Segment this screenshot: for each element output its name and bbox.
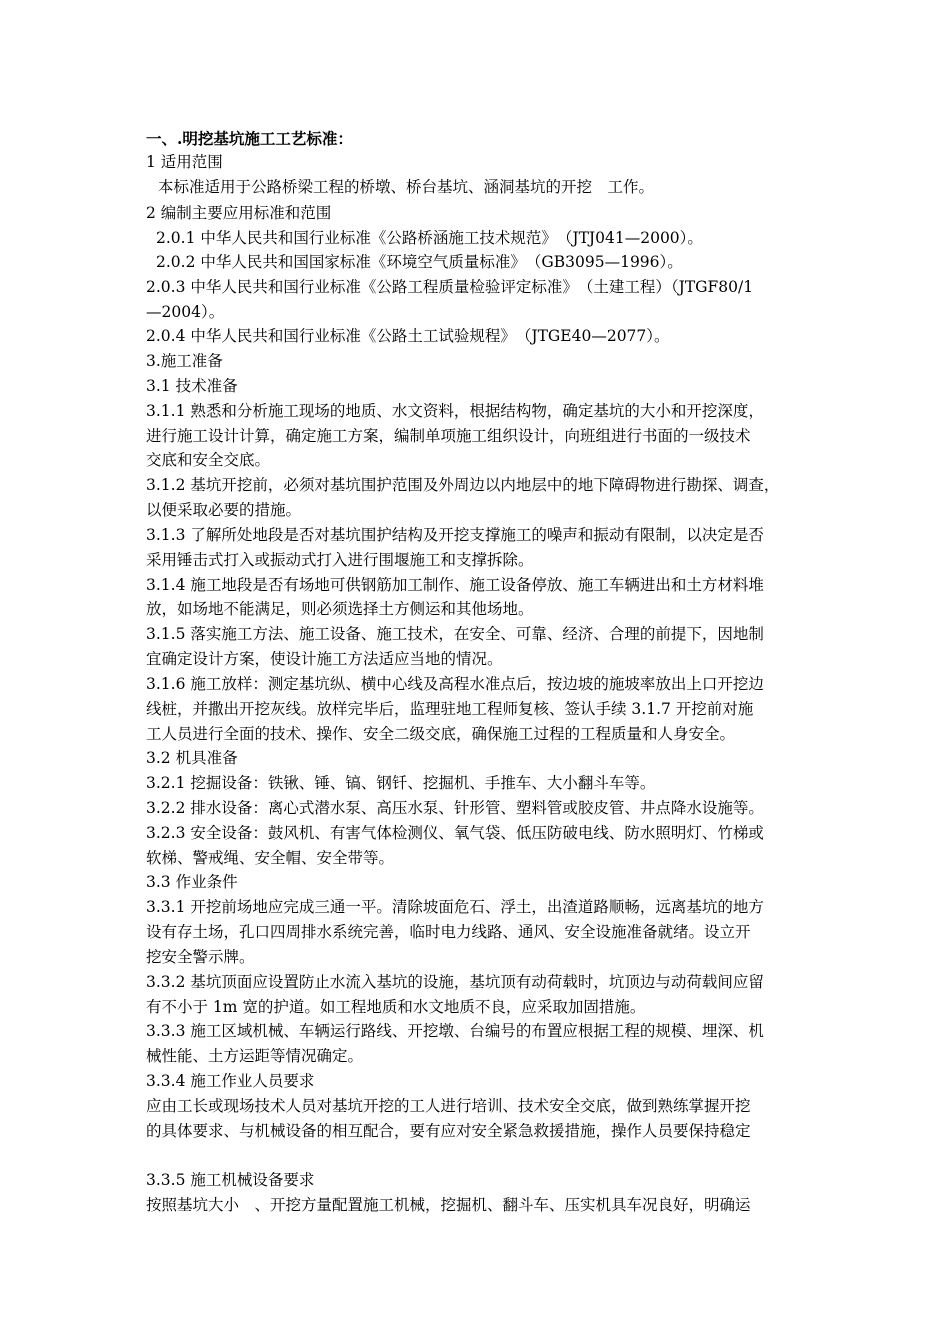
- text-line: 3.2.3 安全设备：鼓风机、有害气体检测仪、氧气袋、低压防破电线、防水照明灯、竹梯或: [146, 824, 764, 842]
- text-line: —2004）。: [146, 303, 225, 321]
- text-line: 3.2 机具准备: [146, 749, 238, 767]
- text-line: 3.1.6 施工放样：测定基坑纵、横中心线及高程水准点后，按边坡的施坡率放出上口开挖边: [146, 675, 764, 693]
- text-line: 2.0.3 中华人民共和国行业标准《公路工程质量检验评定标准》 （土建工程）（JTGF80/1: [146, 278, 754, 296]
- text-line: 2 编制主要应用标准和范围: [146, 204, 332, 222]
- text-line: 3.1.2 基坑开挖前，必须对基坑围护范围及外周边以内地层中的地下障碍物进行勘探、调查，: [146, 476, 780, 494]
- text-line: 3.3.4 施工作业人员要求: [146, 1072, 315, 1090]
- text-line: 3.2.1 挖掘设备：铁锹、锤、镐、钢钎、挖掘机、手推车、大小翻斗车等。: [146, 774, 656, 792]
- text-line: 交底和安全交底。: [146, 451, 271, 469]
- text-line: 2.0.1 中华人民共和国行业标准《公路桥涵施工技术规范》 （JTJ041—2000）。: [156, 229, 703, 247]
- text-line: 有不小于 1m 宽的护道。如工程地质和水文地质不良，应采取加固措施。: [146, 998, 646, 1016]
- text-line: 3.1 技术准备: [146, 377, 238, 395]
- text-line: 3.3.5 施工机械设备要求: [146, 1171, 315, 1189]
- text-line: 应由工长或现场技术人员对基坑开挖的工人进行培训、技术安全交底，做到熟练掌握开挖: [146, 1097, 751, 1115]
- text-line: 宜确定设计方案，使设计施工方法适应当地的情况。: [146, 650, 503, 668]
- text-line: 的具体要求、与机械设备的相互配合，要有应对安全紧急救援措施，操作人员要保持稳定: [146, 1122, 751, 1140]
- text-line: 工人员进行全面的技术、操作、安全二级交底，确保施工过程的工程质量和人身安全。: [146, 725, 736, 743]
- text-line: 设有存土场，孔口四周排水系统完善，临时电力线路、通风、安全设施准备就绪。设立开: [146, 923, 751, 941]
- document-title: 一、.明挖基坑施工工艺标准：: [146, 129, 353, 148]
- text-line: 3.1.3 了解所处地段是否对基坑围护结构及开挖支撑施工的噪声和振动有限制，以决定是否: [146, 526, 764, 544]
- text-line: 以便采取必要的措施。: [146, 501, 302, 519]
- text-line: 1 适用范围: [146, 153, 223, 171]
- text-line: 械性能、土方运距等情况确定。: [146, 1047, 364, 1065]
- text-line: 按照基坑大小 、开挖方量配置施工机械，挖掘机、翻斗车、压实机具车况良好，明确运: [146, 1196, 751, 1214]
- text-line: 3.3.3 施工区域机械、车辆运行路线、开挖墩、台编号的布置应根据工程的规模、埋深、机: [146, 1022, 764, 1040]
- text-line: 采用锤击式打入或振动式打入进行围堰施工和支撑拆除。: [146, 551, 534, 569]
- text-line: 3.2.2 排水设备：离心式潜水泵、高压水泵、针形管、塑料管或胶皮管、井点降水设施等。: [146, 799, 764, 817]
- text-line: 2.0.2 中华人民共和国国家标准《环境空气质量标准》 （GB3095—1996）。: [156, 253, 683, 271]
- text-line: 本标准适用于公路桥梁工程的桥墩、桥台基坑、涵洞基坑的开挖 工作。: [158, 178, 655, 196]
- text-line: 放，如场地不能满足，则必须选择土方侧运和其他场地。: [146, 600, 534, 618]
- text-line: 2.0.4 中华人民共和国行业标准《公路土工试验规程》 （JTGE40—2077）。: [146, 327, 670, 345]
- text-line: 进行施工设计计算，确定施工方案，编制单项施工组织设计，向班组进行书面的一级技术: [146, 427, 751, 445]
- text-line: 线桩，并撒出开挖灰线。放样完毕后，监理驻地工程师复核、签认手续 3.1.7 开挖前对施: [146, 700, 754, 718]
- text-line: 挖安全警示牌。: [146, 948, 255, 966]
- text-line: 软梯、警戒绳、安全帽、安全带等。: [146, 849, 395, 867]
- text-line: 3.施工准备: [146, 352, 223, 370]
- text-line: 3.3.2 基坑顶面应设置防止水流入基坑的设施，基坑顶有动荷载时，坑顶边与动荷载间应留: [146, 973, 764, 991]
- text-line: 3.1.1 熟悉和分析施工现场的地质、水文资料，根据结构物，确定基坑的大小和开挖深度，: [146, 402, 764, 420]
- text-line: 3.3 作业条件: [146, 873, 238, 891]
- text-line: 3.1.4 施工地段是否有场地可供钢筋加工制作、施工设备停放、施工车辆进出和土方材料堆: [146, 576, 764, 594]
- text-line: 3.1.5 落实施工方法、施工设备、施工技术，在安全、可靠、经济、合理的前提下，因地制: [146, 625, 764, 643]
- text-line: 3.3.1 开挖前场地应完成三通一平。清除坡面危石、浮土，出渣道路顺畅，远离基坑的地方: [146, 898, 764, 916]
